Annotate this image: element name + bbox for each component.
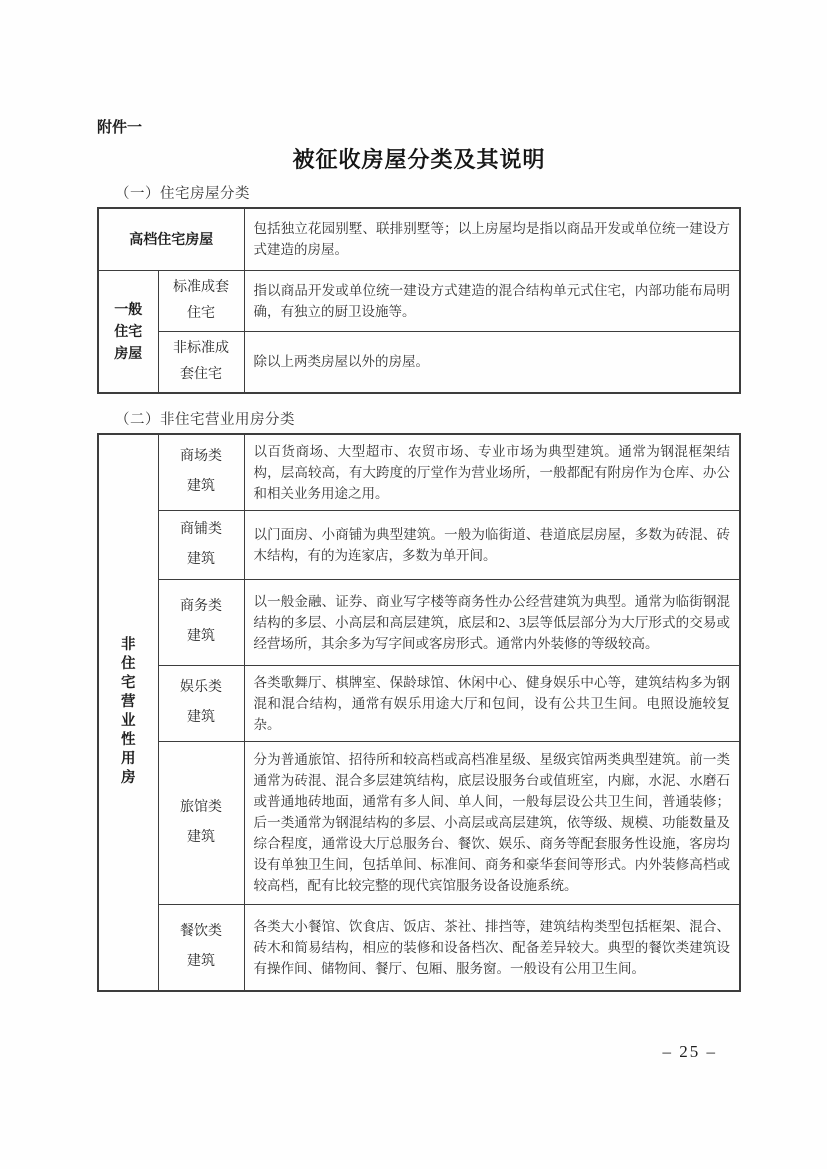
- subtype-label: 商场类建筑: [179, 449, 222, 494]
- description-cell: 分为普通旅馆、招待所和较高档或高档准星级、星级宾馆两类典型建筑。前一类通常为砖混、混合多层建筑结构，底层设服务台或值班室，内廊，水泥、水磨石或普通地砖地面，通常有多人间、单人间，一般每层设公共卫生间，普通装修；后一类通常为钢混结构的多层、小高层或高层建筑，依等级、规模、功能数量及综合程度，通常设大厅总服务台、餐饮、娱乐、商务等配套服务性设施，客房均设有单独卫生间，包括单间、标准间、商务和豪华套间等形式。内外装修高档或较高档，配有比较完整的现代宾馆服务设备设施系统。: [244, 741, 740, 904]
- description-cell: 以一般金融、证券、商业写字楼等商务性办公经营建筑为典型。通常为临街钢混结构的多层、小高层和高层建筑，底层和2、3层等低层部分为大厅形式的交易或经营场所，其余多为写字间或客房形式。通常内外装修的等级较高。: [244, 579, 740, 665]
- subtype-cell: [158, 510, 244, 579]
- description-cell: 包括独立花园别墅、联排别墅等；以上房屋均是指以商品开发或单位统一建设方式建造的房屋。: [244, 208, 740, 270]
- description-cell: 指以商品开发或单位统一建设方式建造的混合结构单元式住宅，内部功能布局明确，有独立的厨卫设施等。: [244, 270, 740, 331]
- subtype-label: 旅馆类建筑: [179, 799, 222, 845]
- table-row: [98, 270, 740, 331]
- table-row: [98, 579, 740, 665]
- subtype-label: 餐饮类建筑: [179, 924, 222, 970]
- page-title: 被征收房屋分类及其说明: [292, 147, 546, 172]
- subtype-cell: [158, 434, 244, 511]
- category-cell-highend: 高档住宅房屋: [98, 208, 244, 270]
- description-cell: 以百货商场、大型超市、农贸市场、专业市场为典型建筑。通常为钢混框架结构，层高较高，有大跨度的厅堂作为营业场所，一般都配有附房作为仓库、办公和相关业务用途之用。: [244, 434, 740, 511]
- table-row: [98, 434, 740, 511]
- category-cell-general: [98, 270, 158, 393]
- subtype-label: 标准成套住宅: [172, 279, 229, 321]
- category-label-vertical: 非住宅营业性用房: [120, 637, 136, 787]
- table-row: [98, 741, 740, 904]
- description-cell: 除以上两类房屋以外的房屋。: [244, 331, 740, 393]
- table-row: [98, 510, 740, 579]
- subtype-label: 娱乐类建筑: [179, 680, 222, 725]
- description-cell: 各类大小餐馆、饮食店、饭店、茶社、排挡等，建筑结构类型包括框架、混合、砖木和简易结构，相应的装修和设备档次、配备差异较大。典型的餐饮类建筑设有操作间、储物间、餐厅、包厢、服务窗。一般设有公用卫生间。: [244, 904, 740, 991]
- description-cell: 各类歌舞厅、棋牌室、保龄球馆、休闲中心、健身娱乐中心等，建筑结构多为钢混和混合结构，通常有娱乐用途大厅和包间，设有公共卫生间。电照设施较复杂。: [244, 665, 740, 741]
- subtype-label: 非标准成套住宅: [172, 340, 229, 382]
- nonresidential-classification-table: [97, 433, 741, 993]
- subtype-cell: [158, 579, 244, 665]
- document-content: [97, 116, 741, 1006]
- residential-classification-table: [97, 207, 741, 394]
- page-number: – 25 –: [662, 1042, 717, 1061]
- table-row: [98, 904, 740, 991]
- description-cell: 以门面房、小商铺为典型建筑。一般为临街道、巷道底层房屋，多数为砖混、砖木结构，有的为连家店，多数为单开间。: [244, 510, 740, 579]
- subtype-cell: [158, 331, 244, 393]
- subtype-cell: [158, 904, 244, 991]
- subtype-cell: [158, 741, 244, 904]
- section1-heading: （一）住宅房屋分类: [115, 186, 250, 202]
- subtype-label: 商务类建筑: [179, 599, 222, 644]
- subtype-cell: [158, 665, 244, 741]
- table-row: [98, 331, 740, 393]
- category-label: 一般住宅房屋: [114, 301, 143, 361]
- category-cell-nonresidential: [98, 434, 158, 992]
- section2-heading: （二）非住宅营业用房分类: [115, 411, 295, 428]
- attachment-label: 附件一: [97, 119, 143, 136]
- table-row: [98, 208, 740, 270]
- subtype-cell: [158, 270, 244, 331]
- table-row: [98, 665, 740, 741]
- subtype-label: 商铺类建筑: [179, 521, 222, 567]
